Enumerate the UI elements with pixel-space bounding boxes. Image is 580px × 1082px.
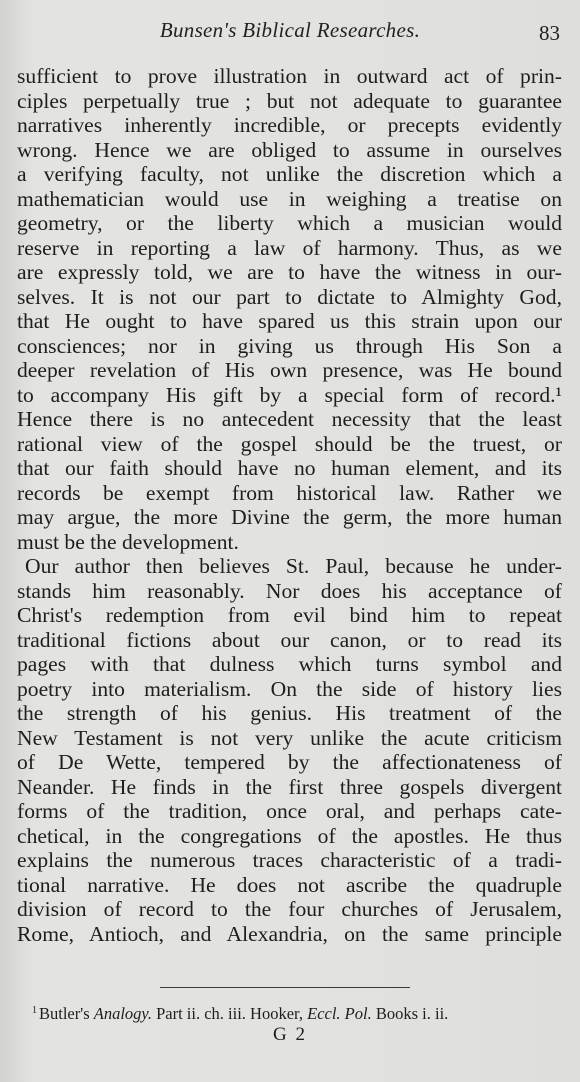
text-line: Rome, Antioch, and Alexandria, on the same principle bbox=[17, 921, 562, 946]
text-line: explains the numerous traces characteristic of a tradi- bbox=[17, 848, 562, 872]
text-line: to accompany His gift by a special form of record.¹ bbox=[17, 382, 562, 407]
footnote-marker: 1 bbox=[32, 1005, 37, 1016]
text-line: division of record to the four churches of Jerusalem, bbox=[17, 897, 562, 921]
text-line: narratives inherently incredible, or precepts evidently bbox=[17, 113, 562, 137]
text-line: must be the development. bbox=[17, 529, 239, 554]
text-line: reserve in reporting a law of harmony. Thus, as we bbox=[17, 235, 562, 260]
text-line: ciples perpetually true ; but not adequate to guarantee bbox=[17, 88, 562, 113]
text-line: may argue, the more Divine the germ, the more human bbox=[17, 505, 562, 529]
text-line: Hence there is no antecedent necessity that the least bbox=[17, 407, 562, 431]
text-line: consciences; nor in giving us through His Son a bbox=[17, 333, 562, 358]
text-line: stands him reasonably. Nor does his acceptance of bbox=[17, 578, 562, 603]
footnote-rule bbox=[160, 987, 410, 988]
text-line: geometry, or the liberty which a musician would bbox=[17, 211, 562, 235]
text-line: records be exempt from historical law. Rather we bbox=[17, 480, 562, 505]
text-line: Neander. He finds in the first three gospels divergent bbox=[17, 774, 562, 799]
text-line: Our author then believes St. Paul, because he under- bbox=[25, 554, 562, 578]
text-line: mathematician would use in weighing a treatise on bbox=[17, 186, 562, 211]
text-line: rational view of the gospel should be the truest, or bbox=[17, 431, 562, 456]
text-line: forms of the tradition, once oral, and perhaps cate- bbox=[17, 799, 562, 823]
text-line: New Testament is not very unlike the acute criticism bbox=[17, 725, 562, 750]
page-number: 83 bbox=[539, 21, 560, 45]
text-line: chetical, in the congregations of the apostles. He thus bbox=[17, 823, 562, 848]
text-line: selves. It is not our part to dictate to Almighty God, bbox=[17, 284, 562, 309]
text-line: wrong. Hence we are obliged to assume in ourselves bbox=[17, 137, 562, 162]
text-line: poetry into materialism. On the side of history lies bbox=[17, 676, 562, 701]
text-line: tional narrative. He does not ascribe the quadruple bbox=[17, 872, 562, 897]
text-line: the strength of his genius. His treatment of the bbox=[17, 701, 562, 725]
text-line: that our faith should have no human element, and its bbox=[17, 456, 562, 480]
signature-mark: G 2 bbox=[273, 1024, 307, 1045]
text-line: sufficient to prove illustration in outward act of prin- bbox=[17, 64, 562, 88]
footnote-text: Part ii. ch. iii. Hooker, bbox=[151, 1004, 308, 1023]
footnote-title-eccl-pol: Eccl. Pol. bbox=[307, 1004, 372, 1023]
text-line: pages with that dulness which turns symbol and bbox=[17, 652, 562, 676]
running-title: Bunsen's Biblical Researches. bbox=[159, 18, 421, 42]
text-line: are expressly told, we are to have the witness in our- bbox=[17, 260, 562, 284]
text-line: that He ought to have spared us this strain upon our bbox=[17, 309, 562, 333]
page-header bbox=[0, 18, 580, 52]
footnote-title-analogy: Analogy. bbox=[93, 1004, 152, 1023]
footnote bbox=[32, 1000, 552, 1025]
text-line: Christ's redemption from evil bind him to repeat bbox=[17, 603, 562, 627]
text-line: a verifying faculty, not unlike the discretion which a bbox=[17, 162, 562, 186]
body-text bbox=[17, 64, 562, 946]
footnote-text: Books i. ii. bbox=[371, 1004, 449, 1023]
footnote-text: Butler's bbox=[39, 1004, 94, 1023]
text-line: of De Wette, tempered by the affectionateness of bbox=[17, 750, 562, 774]
text-line: deeper revelation of His own presence, was He bound bbox=[17, 358, 562, 382]
text-line: traditional fictions about our canon, or to read its bbox=[17, 627, 562, 652]
